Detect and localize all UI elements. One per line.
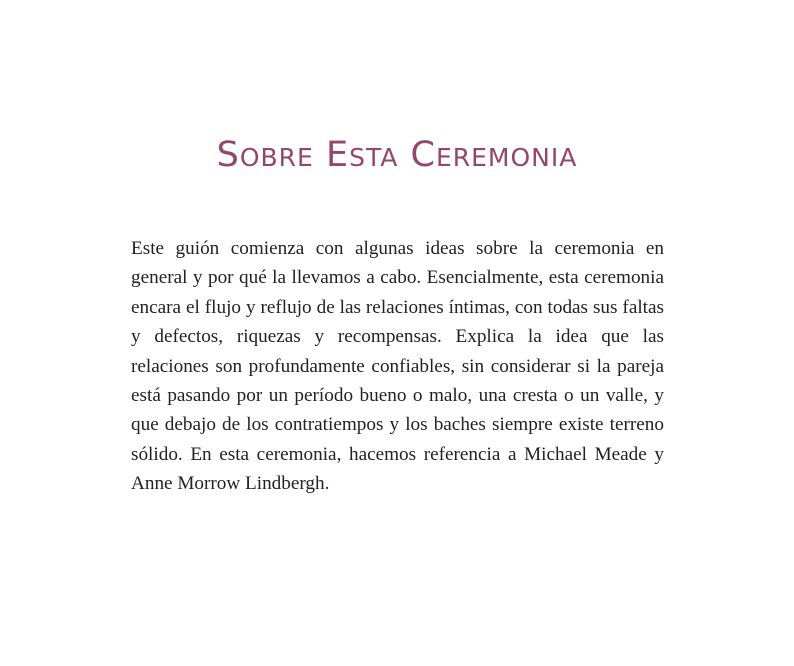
page-title: Sobre Esta Ceremonia — [216, 135, 578, 175]
ceremony-description-paragraph: Este guión comienza con algunas ideas sobre la ceremonia en general y por qué la llevamos a cabo. Esencialmente, esta ceremonia encara el flujo y reflujo de las relaciones íntimas, con todas sus faltas y defectos, riquezas y recompensas. Explica la idea que las relaciones son profundamente confiables, sin considerar si la pareja está pasando por un período bueno o malo, una cresta o un valle, y que debajo de los contratiempos y los baches siempre existe terreno sólido. En esta ceremonia, hacemos referencia a Michael Meade y Anne Morrow Lindbergh. — [131, 238, 664, 495]
